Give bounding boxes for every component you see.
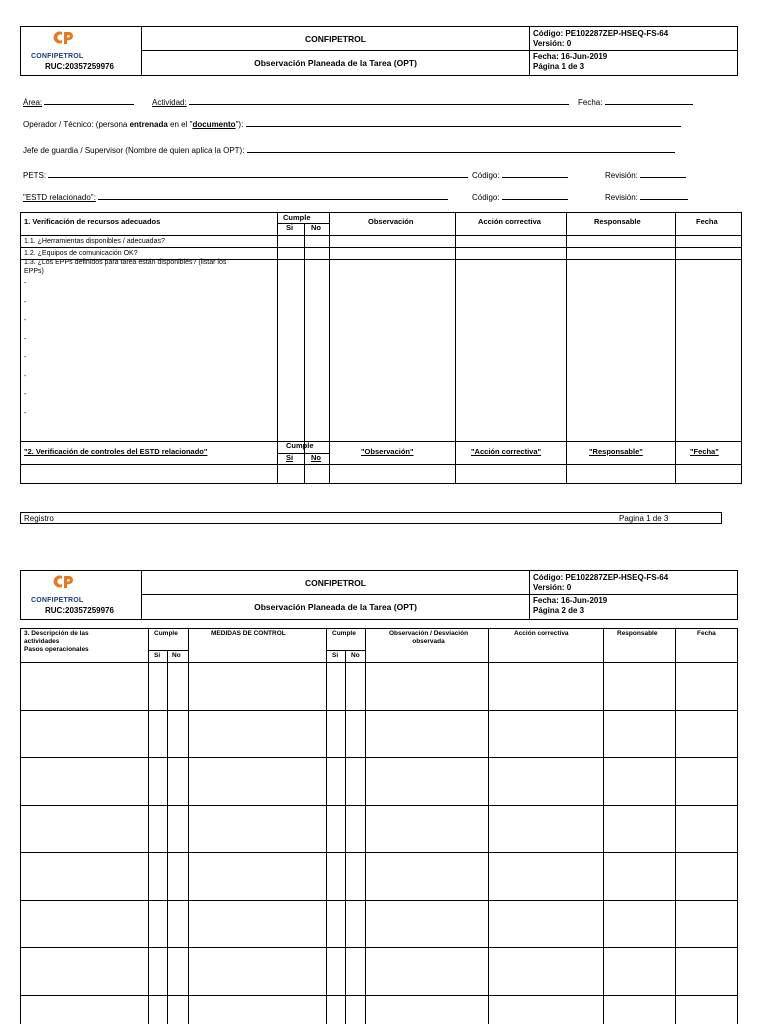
estd-label: "ESTD relacionado":	[23, 193, 96, 202]
resources-table	[20, 212, 742, 484]
cumple-header: Cumple	[154, 630, 178, 637]
area-field[interactable]	[23, 97, 134, 107]
no-header-2: No	[351, 652, 360, 659]
operador-label-d: documento	[192, 120, 236, 129]
area-label: Área:	[23, 98, 43, 107]
epp-list-item: -	[24, 391, 27, 398]
cumple-header-2: Cumple	[286, 441, 314, 450]
desc-header-1: 3. Descripción de las	[24, 630, 89, 637]
operador-field[interactable]	[23, 119, 681, 129]
form-title: Observación Planeada de la Tarea (OPT)	[254, 58, 417, 68]
document-code-cell	[530, 571, 737, 619]
epp-list-item: -	[24, 299, 27, 306]
fecha-header: Fecha	[697, 630, 716, 637]
estd-field[interactable]	[23, 192, 448, 202]
operador-label-b: entrenada	[129, 120, 168, 129]
codigo-label: Código:	[472, 193, 500, 202]
responsable-header-2: "Responsable"	[589, 447, 643, 456]
actividad-field[interactable]	[152, 97, 569, 107]
registro-label: Registro	[24, 514, 54, 523]
si-header-2: Si	[332, 652, 339, 659]
pets-field[interactable]	[23, 170, 468, 180]
fecha-label: Fecha:	[578, 98, 603, 107]
desc-header-2: actividades	[24, 638, 60, 645]
logo-wordmark: CONFIPETROL	[31, 597, 84, 604]
accion-header: Acción correctiva	[478, 217, 541, 226]
responsable-header: Responsable	[594, 217, 641, 226]
cumple-header-2: Cumple	[332, 630, 356, 637]
obs-header-1: Observación / Desviación	[388, 630, 469, 637]
registro-footer	[20, 512, 722, 524]
epp-list-item: -	[24, 280, 27, 287]
activities-table	[20, 628, 738, 1024]
epp-list-item: -	[24, 410, 27, 417]
accion-header-2: "Acción correctiva"	[471, 447, 542, 456]
jefe-label: Jefe de guardia / Supervisor (Nombre de quien aplica la OPT):	[23, 146, 245, 155]
epp-list-item: -	[24, 373, 27, 380]
row-1-1: 1.1. ¿Herramientas disponibles / adecuadas?	[24, 238, 165, 245]
logo-cell	[21, 27, 142, 75]
header-title-cell	[142, 571, 530, 619]
epp-list-item: -	[24, 354, 27, 361]
page-number: Página 2 de 3	[533, 605, 585, 615]
document-version: Versión: 0	[533, 38, 572, 48]
form-title: Observación Planeada de la Tarea (OPT)	[254, 602, 417, 612]
document-date: Fecha: 16-Jun-2019	[533, 52, 608, 61]
no-header-2: No	[311, 453, 321, 462]
epp-list-item: -	[24, 317, 27, 324]
form-header	[20, 570, 738, 620]
jefe-field[interactable]	[23, 145, 675, 155]
fecha-header-2: "Fecha"	[690, 447, 719, 456]
confipetrol-logo-icon	[51, 574, 75, 589]
form-page-2	[0, 566, 768, 1024]
obs-header-2: observada	[412, 638, 445, 645]
pets-revision-field[interactable]	[605, 170, 686, 180]
si-header: Si	[286, 223, 294, 232]
footer-page-number: Pagina 1 de 3	[619, 514, 669, 523]
document-date: Fecha: 16-Jun-2019	[533, 596, 608, 605]
revision-label: Revisión:	[605, 193, 638, 202]
logo-wordmark: CONFIPETROL	[31, 53, 84, 60]
ruc-number: RUC:20357259976	[45, 62, 114, 71]
operador-label-e: "):	[235, 120, 244, 129]
document-code: Código: PE102287ZEP-HSEQ-FS-64	[533, 29, 669, 38]
row-1-2: 1.2. ¿Equipos de comunicación OK?	[24, 250, 138, 257]
no-header: No	[172, 652, 181, 659]
confipetrol-logo-icon	[51, 30, 75, 45]
section-2-title: "2. Verificación de controles del ESTD relacionado"	[24, 447, 208, 456]
codigo-label: Código:	[472, 171, 500, 180]
form-header	[20, 26, 738, 76]
operador-label-a: Operador / Técnico: (persona	[23, 120, 130, 129]
row-1-3: 1.3. ¿Los EPPs definidos para tarea están disponibles? (listar los	[24, 259, 227, 266]
company-name: CONFIPETROL	[142, 27, 529, 51]
si-header: Si	[154, 652, 161, 659]
logo-cell	[21, 571, 142, 619]
actividad-label: Actividad:	[152, 98, 187, 107]
estd-codigo-field[interactable]	[472, 192, 568, 202]
responsable-header: Responsable	[617, 630, 658, 637]
cumple-header: Cumple	[283, 213, 311, 222]
observacion-header: Observación	[368, 217, 414, 226]
no-header: No	[311, 223, 321, 232]
ruc-number: RUC:20357259976	[45, 606, 114, 615]
medidas-header: MEDIDAS DE CONTROL	[211, 630, 286, 637]
pets-label: PETS:	[23, 171, 47, 180]
operador-label-c: en el "	[167, 120, 193, 129]
document-code-cell	[530, 27, 737, 75]
observacion-header-2: "Observación"	[361, 447, 414, 456]
header-title-cell	[142, 27, 530, 75]
document-version: Versión: 0	[533, 582, 572, 592]
document-code: Código: PE102287ZEP-HSEQ-FS-64	[533, 573, 669, 582]
si-header-2: Si	[286, 453, 294, 462]
accion-header: Acción correctiva	[514, 630, 569, 637]
estd-revision-field[interactable]	[605, 192, 688, 202]
row-1-3-cont: EPPs)	[24, 268, 44, 275]
page-number: Página 1 de 3	[533, 61, 585, 71]
revision-label: Revisión:	[605, 171, 638, 180]
section-1-title: 1. Verificación de recursos adecuados	[24, 217, 161, 226]
company-name: CONFIPETROL	[142, 571, 529, 595]
desc-header-3: Pasos operacionales	[24, 646, 89, 653]
fecha-header: Fecha	[696, 217, 718, 226]
epp-list-item: -	[24, 336, 27, 343]
fecha-field[interactable]	[578, 97, 693, 107]
pets-codigo-field[interactable]	[472, 170, 568, 180]
